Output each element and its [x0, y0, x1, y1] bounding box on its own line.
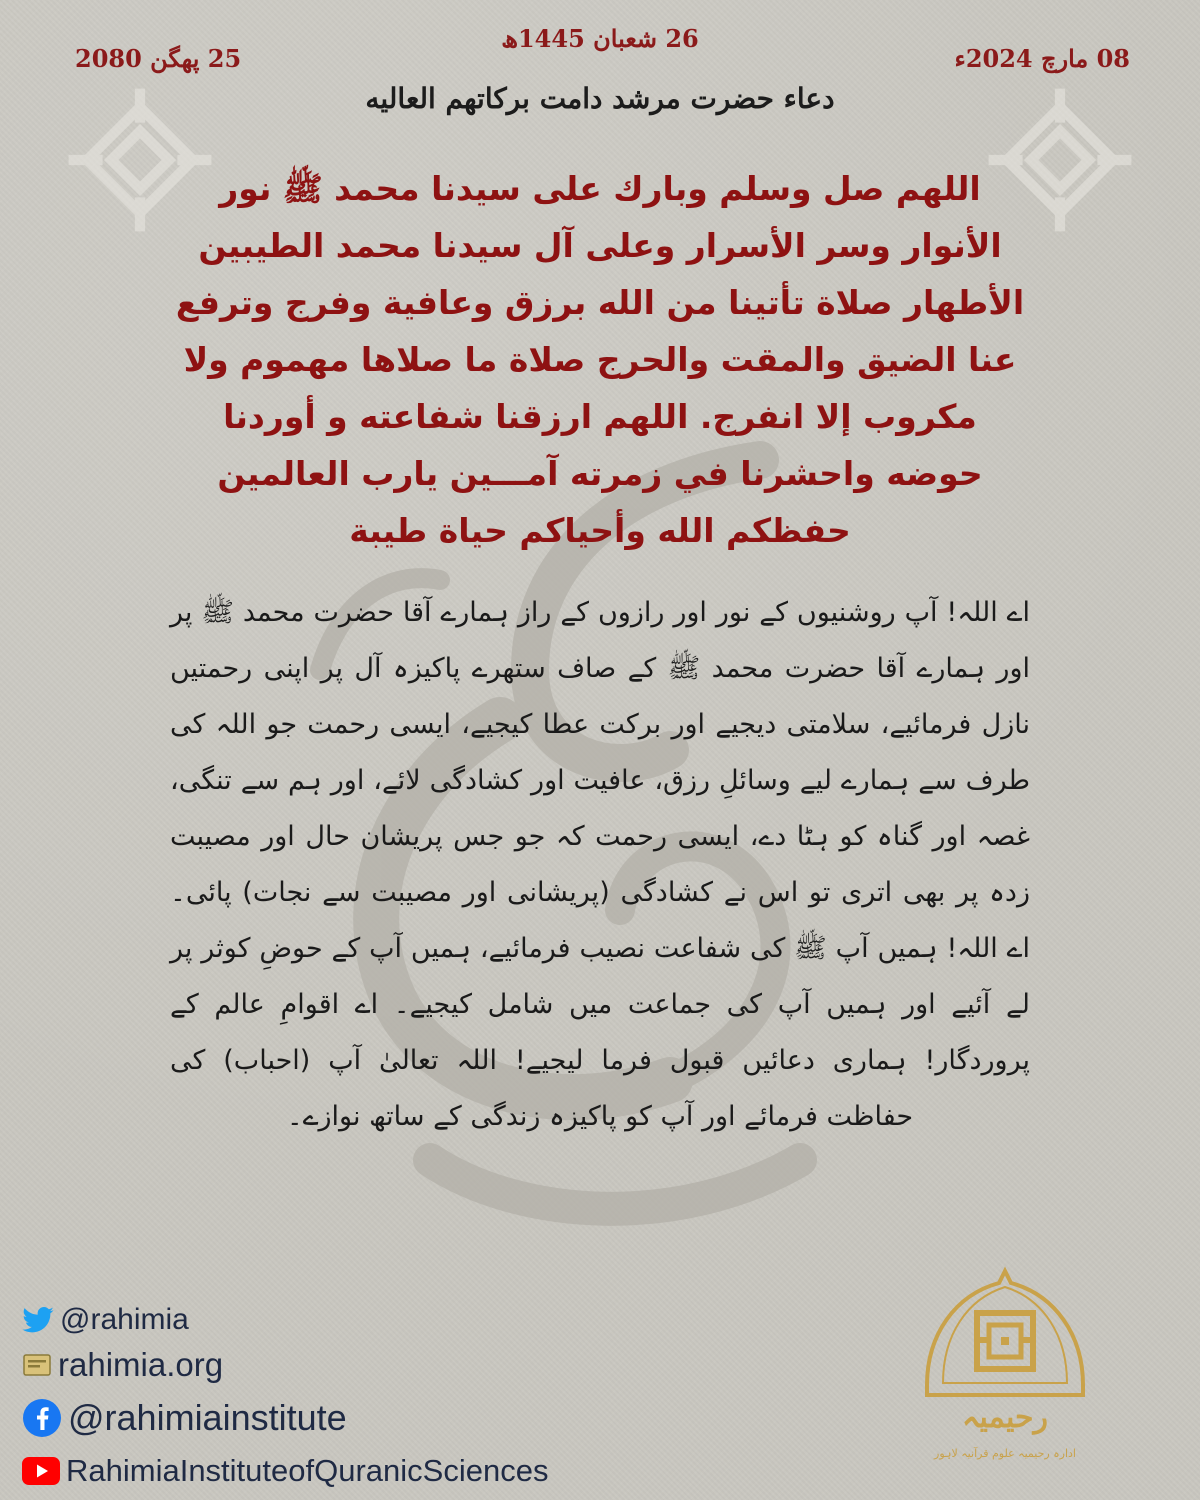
facebook-icon — [22, 1398, 62, 1438]
youtube-icon — [22, 1457, 60, 1485]
twitter-icon — [22, 1307, 54, 1333]
arabic-prayer-text: اللهم صل وسلم وبارك على سيدنا محمد ﷺ نور الأنوار وسر الأسرار وعلى آل سيدنا محمد الطيبين الأطهار صلاة تأتينا من الله برزق وعافية وفرج وترفع عنا الضيق والمقت والحرج صلاة ما صلاها مهموم ولا مكروب إلا انفرج. اللهم ارزقنا شفاعته و أوردنا حوضه واحشرنا في زمرته آمـــين يارب العالمين حفظكم الله وأحياكم حياة طيبة — [175, 169, 1025, 550]
website-url: rahimia.org — [58, 1346, 224, 1383]
logo-name: رحیمیہ — [961, 1400, 1049, 1435]
twitter-link[interactable] — [22, 1300, 672, 1340]
twitter-handle: @rahimia — [60, 1303, 189, 1336]
hijri-date: 26 شعبان 1445ھ — [501, 24, 699, 53]
facebook-link[interactable] — [22, 1390, 672, 1446]
facebook-handle: @rahimiainstitute — [68, 1397, 347, 1438]
social-links — [22, 1300, 672, 1496]
youtube-link[interactable] — [22, 1446, 672, 1496]
page-title: دعاء حضرت مرشد دامت برکاتھم العالیه — [365, 82, 835, 115]
logo-subtitle: ادارہ رحیمیہ علوم قرآنیہ لاہور — [934, 1447, 1076, 1460]
youtube-channel: RahimiaInstituteofQuranicSciences — [66, 1453, 549, 1488]
gregorian-date: 08 مارچ 2024ء — [954, 44, 1130, 73]
urdu-translation-text: اے اللہ! آپ روشنیوں کے نور اور رازوں کے راز ہمارے آقا حضرت محمد ﷺ پر اور ہمارے آقا حضرت محمد ﷺ کے صاف ستھرے پاکیزہ آل پر اپنی رحمتیں نازل فرمائیے، سلامتی دیجیے اور برکت عطا کیجیے، ایسی رحمت جو اللہ کی طرف سے ہمارے لیے وسائلِ رزق، عافیت اور کشادگی لائے، اور ہم سے تنگی، غصہ اور گناہ کو ہٹا دے، ایسی رحمت کہ جو جس پریشان حال اور مصیبت زدہ پر بھی اتری تو اس نے کشادگی (پریشانی اور مصیبت سے نجات) پائی۔ اے اللہ! ہمیں آپ ﷺ کی شفاعت نصیب فرمائیے، ہمیں آپ کے حوضِ کوثر پر لے آئیے اور ہمیں آپ کی جماعت میں شامل کیجیے۔ اے اقوامِ عالم کے پروردگار! ہماری دعائیں قبول فرما لیجیے! اللہ تعالیٰ آپ (احباب) کی حفاظت فرمائے اور آپ کو پاکیزہ زندگی کے ساتھ نوازے۔ — [170, 597, 1030, 1132]
bikrami-date: 25 پھگن 2080 — [75, 44, 242, 73]
web-icon — [22, 1352, 52, 1378]
rahimia-logo — [915, 1265, 1095, 1475]
website-link[interactable] — [22, 1340, 672, 1390]
